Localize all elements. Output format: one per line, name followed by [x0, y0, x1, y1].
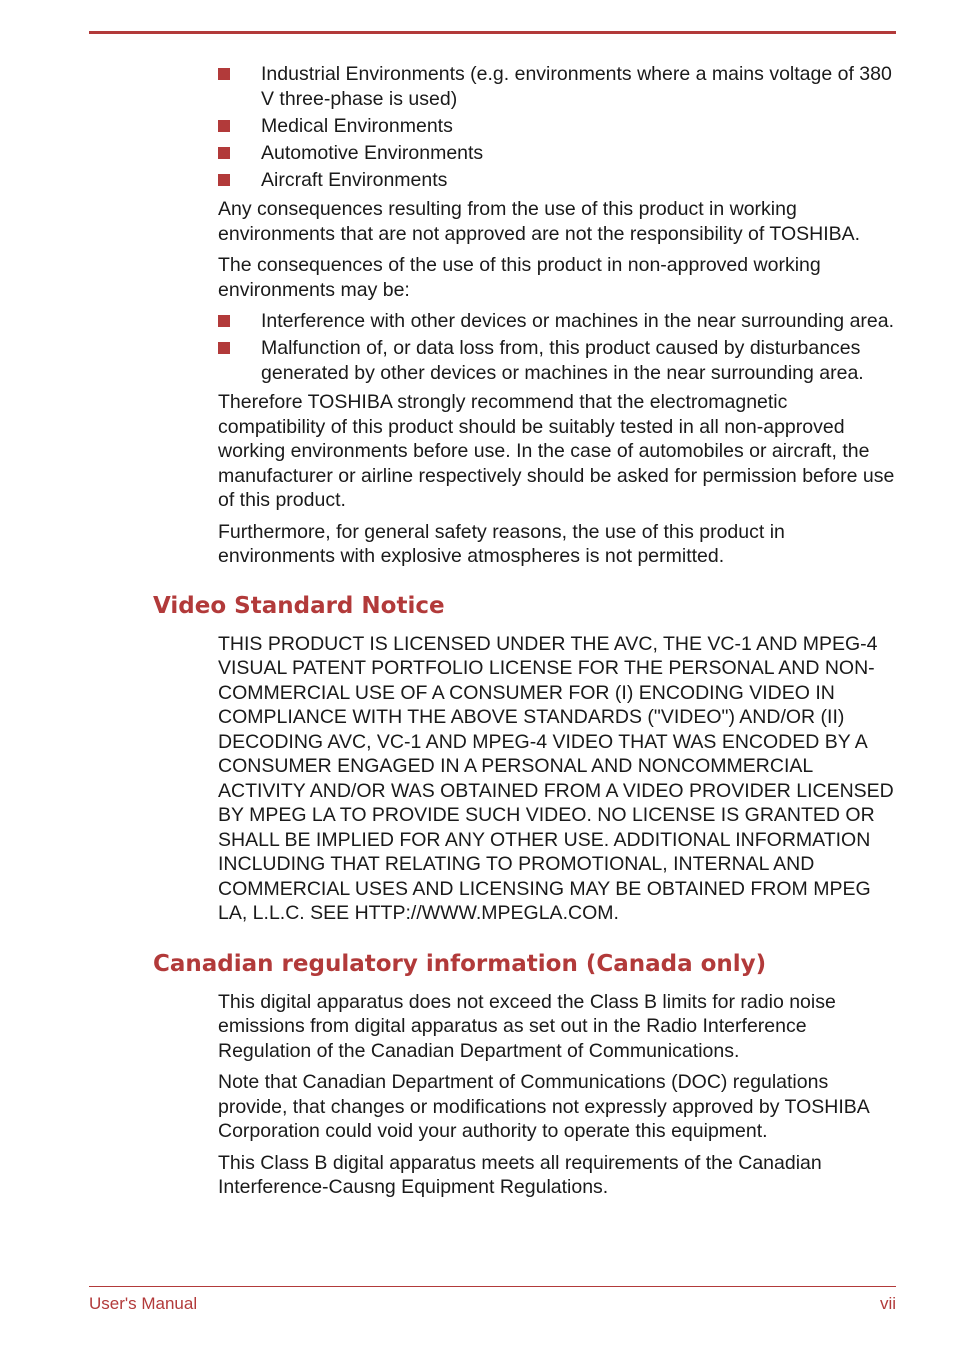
- list-item: [218, 309, 898, 334]
- consequences-list: [218, 309, 898, 385]
- list-item: [218, 141, 898, 166]
- list-item-text: Aircraft Environments: [261, 168, 448, 191]
- section-heading-video-standard: Video Standard Notice: [153, 592, 445, 619]
- page-number: vii: [879, 1294, 896, 1313]
- header-rule: [89, 31, 896, 34]
- paragraph-recommendation: Therefore TOSHIBA strongly recommend that the electromagnetic compatibility of this product should be suitably tested in all non-approved working environments before use. In the case of automobiles or aircraft, the manufacturer or airline respectively should be asked for permission before use of this product.: [218, 391, 895, 511]
- list-item-text: Interference with other devices or machines in the near surrounding area.: [261, 310, 895, 332]
- square-bullet-icon: [218, 315, 230, 327]
- section-heading-canadian-regulatory: Canadian regulatory information (Canada only): [153, 950, 767, 977]
- list-item: [218, 62, 898, 111]
- list-item: [218, 168, 898, 193]
- footer-rule: [89, 1286, 896, 1287]
- footer-title: User's Manual: [89, 1294, 198, 1313]
- square-bullet-icon: [218, 120, 230, 132]
- list-item-text: Malfunction of, or data loss from, this product caused by disturbances generated by other devices or machines in the near surrounding area.: [261, 337, 864, 384]
- environments-list: [218, 62, 898, 192]
- square-bullet-icon: [218, 174, 230, 186]
- paragraph-canada-doc: Note that Canadian Department of Communications (DOC) regulations provide, that changes or modifications not expressly approved by TOSHIBA Corporation could void your authority to operate this equipment.: [218, 1071, 869, 1142]
- paragraph-responsibility: Any consequences resulting from the use of this product in working environments that are not approved are not the responsibility of TOSHIBA.: [218, 198, 861, 245]
- page-content: [153, 62, 898, 1200]
- list-item: [218, 336, 898, 385]
- list-item-text: Automotive Environments: [261, 141, 484, 164]
- paragraph-canada-class-b: This digital apparatus does not exceed the Class B limits for radio noise emissions from digital apparatus as set out in the Radio Interference Regulation of the Canadian Department of Communications.: [218, 990, 836, 1062]
- paragraph-explosive-atmospheres: Furthermore, for general safety reasons, the use of this product in environments with explosive atmospheres is not permitted.: [218, 520, 785, 567]
- paragraph-consequences-intro: The consequences of the use of this product in non-approved working environments may be:: [218, 254, 821, 301]
- square-bullet-icon: [218, 342, 230, 354]
- list-item-text: Medical Environments: [261, 114, 453, 137]
- square-bullet-icon: [218, 147, 230, 159]
- list-item-text: Industrial Environments (e.g. environments where a mains voltage of 380 V three-phase is used): [261, 63, 892, 110]
- paragraph-video-license: THIS PRODUCT IS LICENSED UNDER THE AVC, THE VC-1 AND MPEG-4 VISUAL PATENT PORTFOLIO LICENSE FOR THE PERSONAL AND NON-COMMERCIAL USE OF A CONSUMER FOR (I) ENCODING VIDEO IN COMPLIANCE WITH THE ABOVE STANDARDS ("VIDEO") AND/OR (II) DECODING AVC, VC-1 AND MPEG-4 VIDEO THAT WAS ENCODED BY A CONSUMER ENGAGED IN A PERSONAL AND NONCOMMERCIAL ACTIVITY AND/OR WAS OBTAINED FROM A VIDEO PROVIDER LICENSED BY MPEG LA TO PROVIDE SUCH VIDEO. NO LICENSE IS GRANTED OR SHALL BE IMPLIED FOR ANY OTHER USE. ADDITIONAL INFORMATION INCLUDING THAT RELATING TO PROMOTIONAL, INTERNAL AND COMMERCIAL USES AND LICENSING MAY BE OBTAINED FROM MPEG LA, L.L.C. SEE HTTP://WWW.MPEGLA.COM.: [218, 632, 894, 924]
- paragraph-canada-requirements: This Class B digital apparatus meets all requirements of the Canadian Interference-Causng Equipment Regulations.: [218, 1151, 822, 1198]
- list-item: [218, 114, 898, 139]
- square-bullet-icon: [218, 68, 230, 80]
